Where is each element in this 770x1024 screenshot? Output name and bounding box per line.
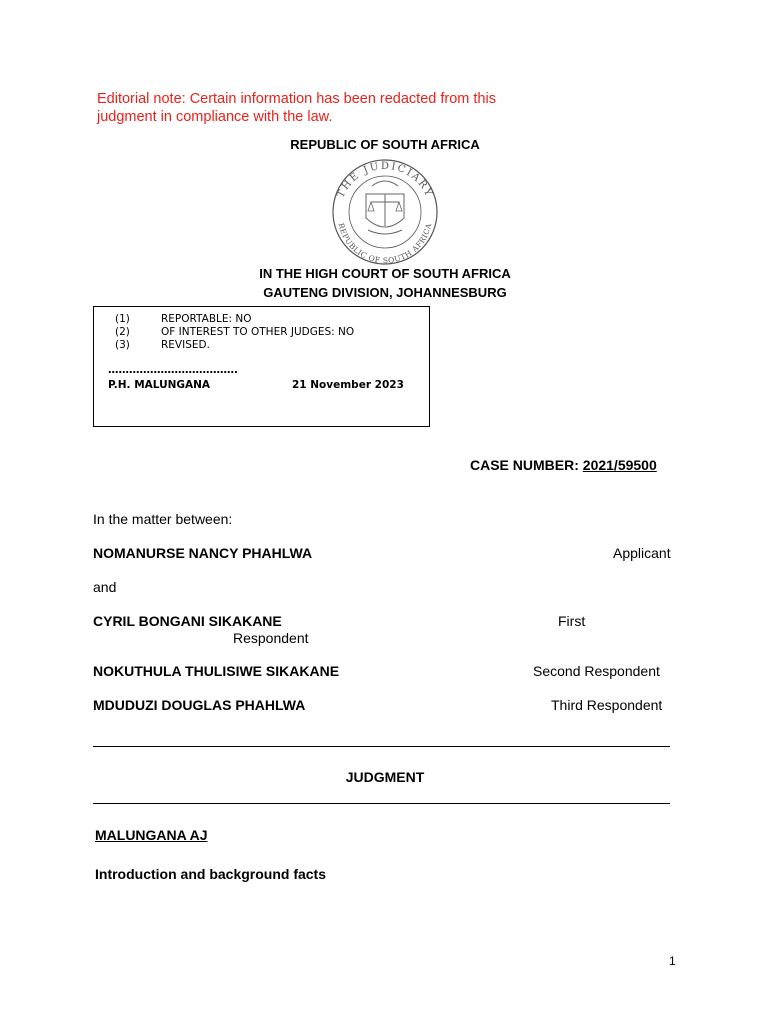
status-box <box>93 306 430 427</box>
third-respondent-name: MDUDUZI DOUGLAS PHAHLWA <box>93 697 306 713</box>
court-heading: IN THE HIGH COURT OF SOUTH AFRICA <box>259 266 511 281</box>
and-text: and <box>93 579 117 595</box>
status-item-number: (3) <box>115 339 130 351</box>
divider-top <box>93 746 670 747</box>
editorial-note: Editorial note: Certain information has been redacted from this judgment in compliance with the law. <box>97 91 496 125</box>
case-number <box>470 457 657 473</box>
status-item-revised: REVISED. <box>161 339 210 351</box>
country-heading: REPUBLIC OF SOUTH AFRICA <box>290 137 480 152</box>
judgment-heading: JUDGMENT <box>345 769 425 785</box>
applicant-name: NOMANURSE NANCY PHAHLWA <box>93 545 313 561</box>
first-respondent-name: CYRIL BONGANI SIKAKANE <box>93 613 282 629</box>
status-item-number: (1) <box>115 313 130 325</box>
page-number: 1 <box>669 954 676 968</box>
svg-text:REPUBLIC OF SOUTH AFRICA <box>337 222 434 265</box>
case-number-value: 2021/59500 <box>582 457 657 473</box>
applicant-role: Applicant <box>613 545 671 561</box>
judiciary-seal-icon <box>326 156 444 266</box>
first-respondent-role: First <box>558 613 586 629</box>
seal-bottom-text: REPUBLIC OF SOUTH AFRICA <box>336 222 434 266</box>
case-number-label: CASE NUMBER: <box>470 457 579 473</box>
signature-line: ………………………………. <box>108 364 238 376</box>
division-heading: GAUTENG DIVISION, JOHANNESBURG <box>263 285 507 300</box>
status-item-number: (2) <box>115 326 130 338</box>
divider-bottom <box>93 803 670 804</box>
matter-intro: In the matter between: <box>93 511 233 527</box>
status-item-reportable: REPORTABLE: NO <box>161 313 252 325</box>
status-item-interest: OF INTEREST TO OTHER JUDGES: NO <box>161 326 355 338</box>
author-heading: MALUNGANA AJ <box>95 827 208 843</box>
judgment-date: 21 November 2023 <box>292 379 404 391</box>
seal-top-text: THE JUDICIARY <box>335 160 435 200</box>
second-respondent-name: NOKUTHULA THULISIWE SIKAKANE <box>93 663 340 679</box>
judge-signature-name: P.H. MALUNGANA <box>108 379 211 391</box>
third-respondent-role: Third Respondent <box>551 697 663 713</box>
second-respondent-role: Second Respondent <box>533 663 660 679</box>
first-respondent-role-continued: Respondent <box>233 630 309 646</box>
section-heading: Introduction and background facts <box>95 866 327 882</box>
